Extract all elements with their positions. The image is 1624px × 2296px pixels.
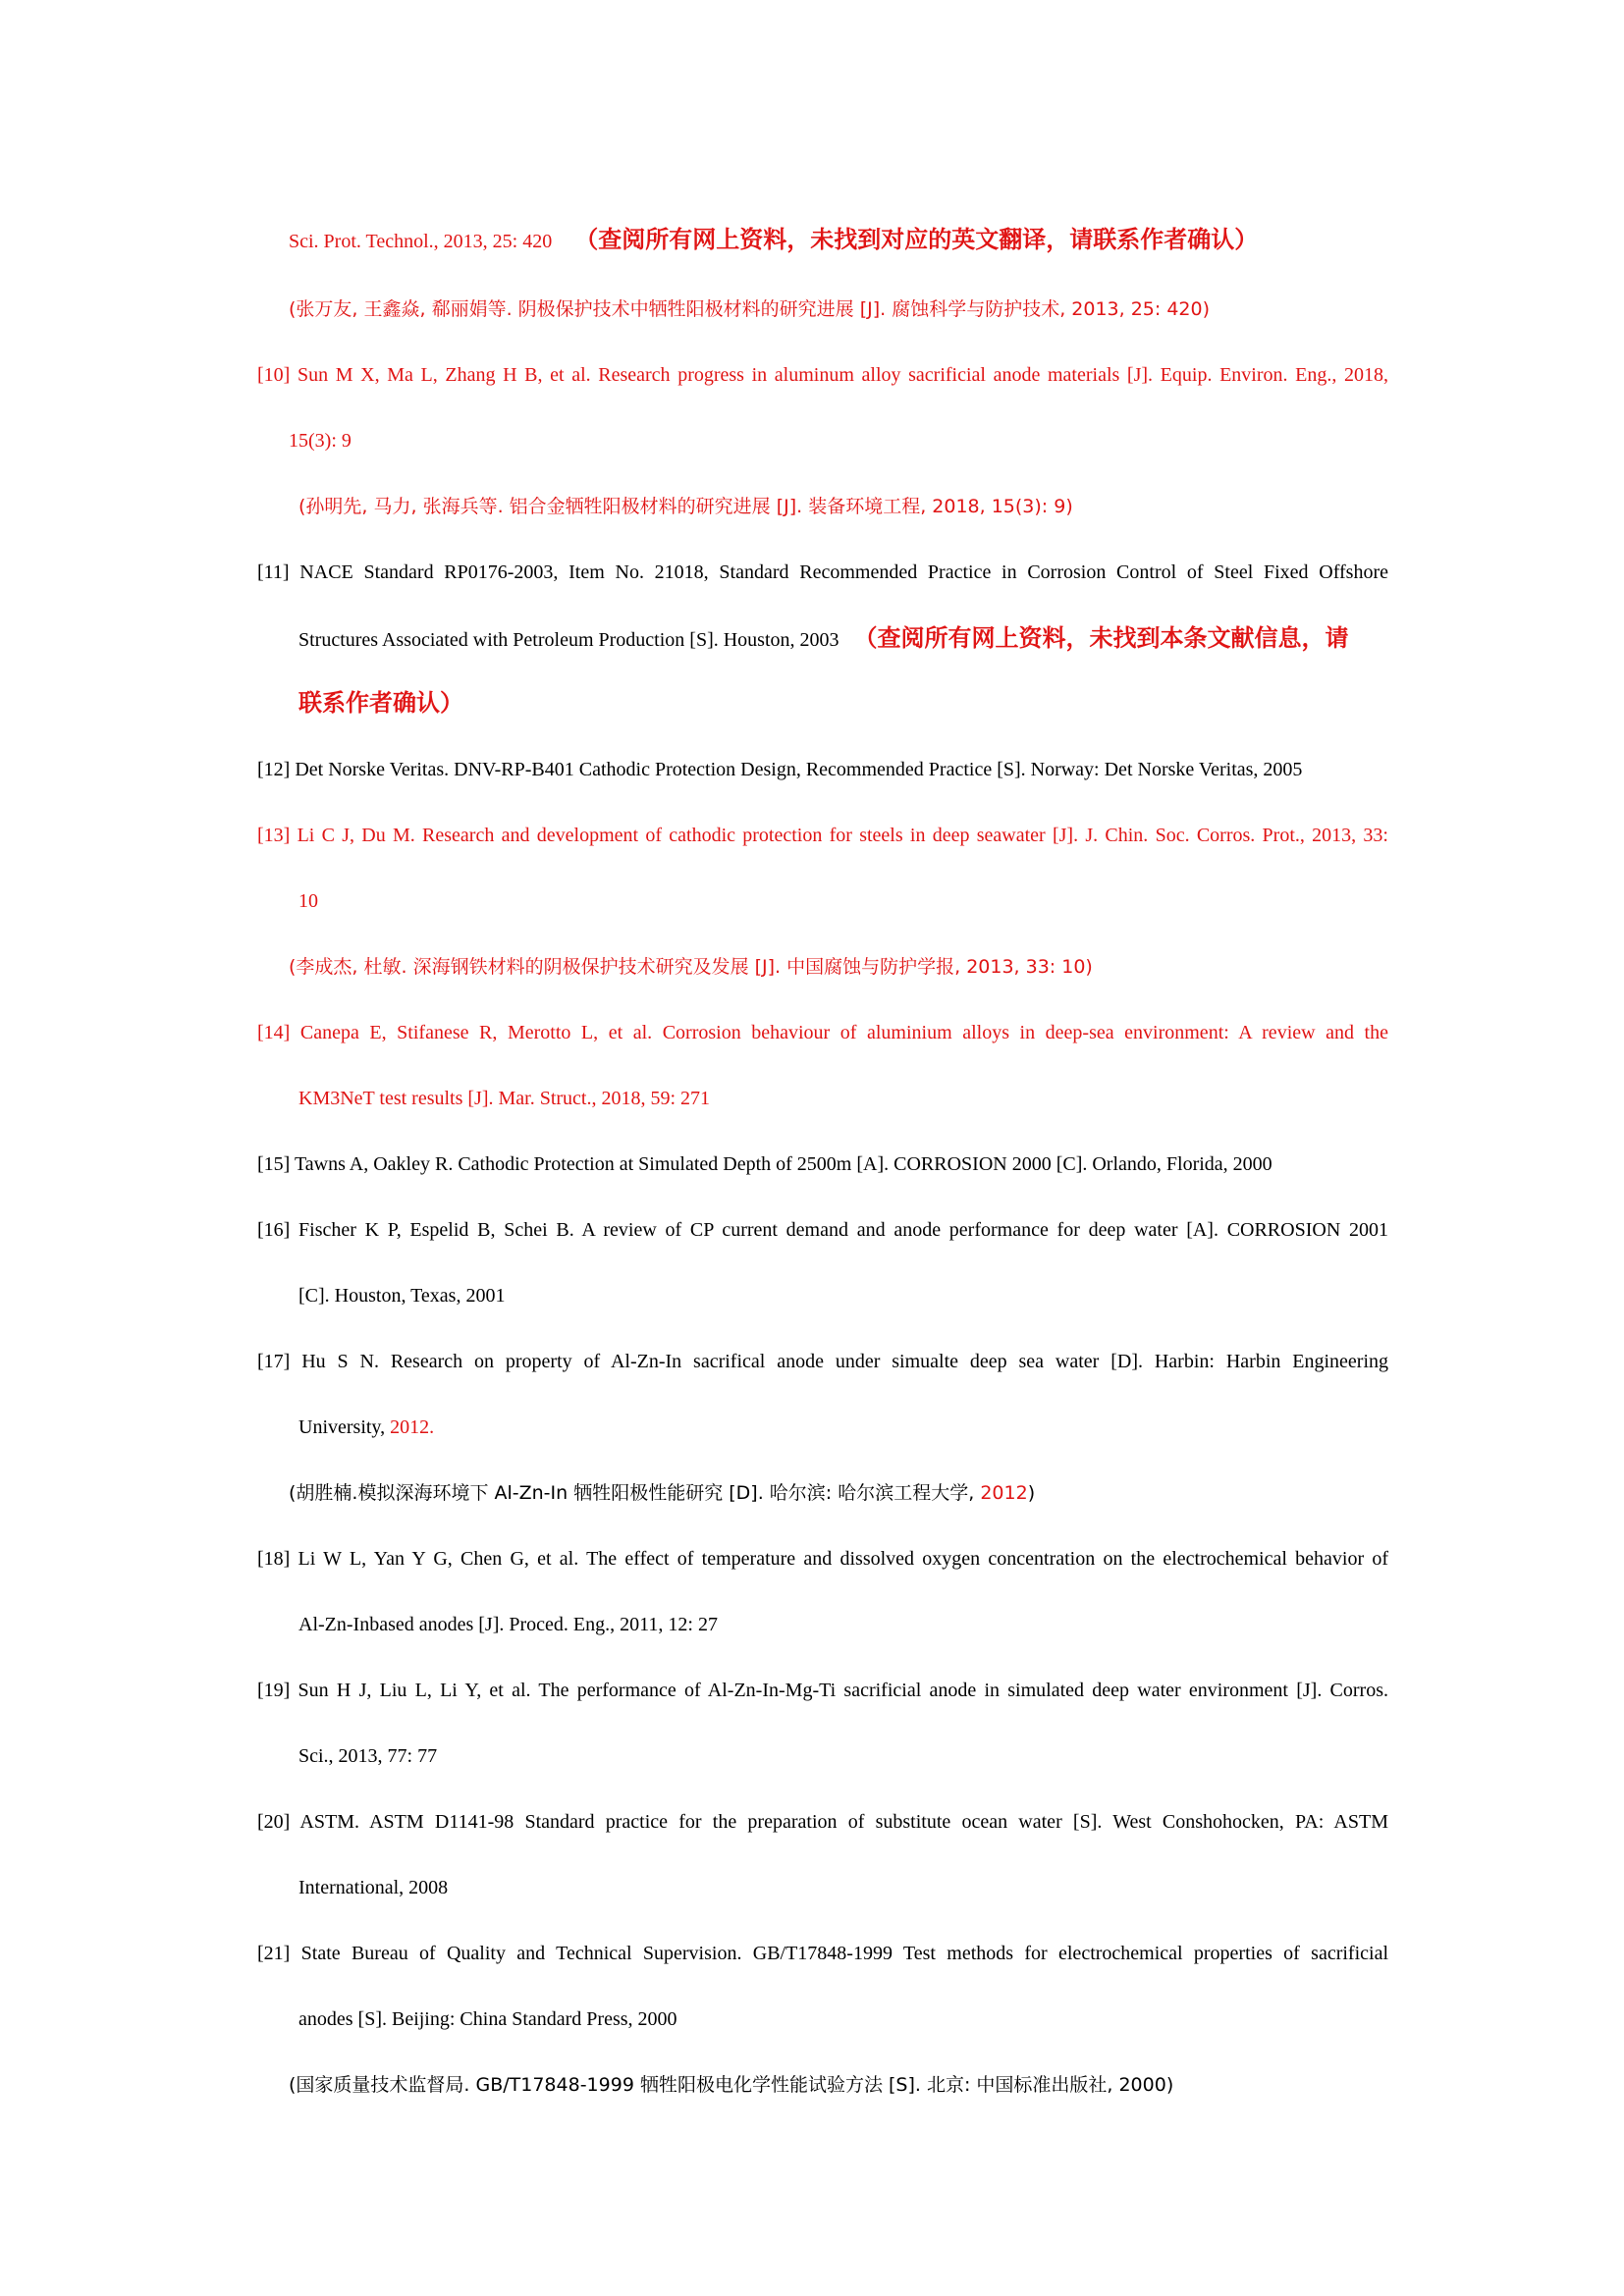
ref-17-chinese-text: (胡胜楠.模拟深海环境下 Al-Zn-In 牺牲阳极性能研究 [D]. 哈尔滨: 哈尔滨工程大学,	[289, 1482, 975, 1504]
ref-13-line-1: [13] Li C J, Du M. Research and development of cathodic protection for steels in deep seawater [J]. J. Chin. Soc. Corros. Prot., 2013, 33:	[257, 825, 1388, 846]
ref-18-line-2: Al-Zn-Inbased anodes [J]. Proced. Eng., 2011, 12: 27	[298, 1614, 718, 1635]
ref-16-line-1: [16] Fischer K P, Espelid B, Schei B. A review of CP current demand and anode performance for deep water [A]. CORROSION 2001	[257, 1219, 1388, 1241]
ref-9-chinese: (张万友, 王鑫焱, 郗丽娟等. 阴极保护技术中牺牲阳极材料的研究进展 [J]. 腐蚀科学与防护技术, 2013, 25: 420)	[289, 298, 1211, 320]
editor-note-translation: （查阅所有网上资料，未找到对应的英文翻译，请联系作者确认）	[574, 226, 1259, 253]
ref-14-line-2: KM3NeT test results [J]. Mar. Struct., 2018, 59: 271	[298, 1088, 711, 1109]
ref-19-line-1: [19] Sun H J, Liu L, Li Y, et al. The performance of Al-Zn-In-Mg-Ti sacrificial anode in simulated deep water environment [J]. Corros.	[257, 1680, 1388, 1701]
ref-20-line-1: [20] ASTM. ASTM D1141-98 Standard practice for the preparation of substitute ocean water [S]. West Conshohocken, PA: ASTM	[257, 1811, 1388, 1833]
ref-20-line-2: International, 2008	[298, 1877, 449, 1898]
editor-note-missing-ref: （查阅所有网上资料，未找到本条文献信息，请	[853, 624, 1349, 652]
ref-17-university: University,	[298, 1416, 386, 1438]
ref-19-line-2: Sci., 2013, 77: 77	[298, 1745, 438, 1767]
ref-10-line-1: [10] Sun M X, Ma L, Zhang H B, et al. Research progress in aluminum alloy sacrificial anode materials [J]. Equip. Environ. Eng., 2018,	[257, 364, 1388, 386]
ref-17-year: 2012.	[385, 1416, 435, 1438]
ref-21-line-1: [21] State Bureau of Quality and Technical Supervision. GB/T17848-1999 Test methods for electrochemical properties of sacrificial	[257, 1943, 1388, 1964]
ref-21-line-2: anodes [S]. Beijing: China Standard Press, 2000	[298, 2008, 677, 2030]
ref-10-chinese: (孙明先, 马力, 张海兵等. 铝合金牺牲阳极材料的研究进展 [J]. 装备环境工程, 2018, 15(3): 9)	[298, 496, 1073, 517]
ref-17-chinese	[289, 1479, 1035, 1507]
ref-18-line-1: [18] Li W L, Yan Y G, Chen G, et al. The effect of temperature and dissolved oxygen concentration on the electrochemical behavior of	[257, 1548, 1388, 1570]
ref-11-line-1: [11] NACE Standard RP0176-2003, Item No. 21018, Standard Recommended Practice in Corrosion Control of Steel Fixed Offshore	[257, 561, 1388, 583]
ref-9-line-1	[289, 226, 1258, 255]
editor-note-missing-ref-cont: 联系作者确认）	[298, 689, 463, 717]
ref-17-chinese-year: 2012	[974, 1482, 1028, 1504]
ref-17-line-1: [17] Hu S N. Research on property of Al-Zn-In sacrifical anode under simualte deep sea water [D]. Harbin: Harbin Engineering	[257, 1351, 1388, 1372]
ref-17-chinese-close: )	[1027, 1482, 1036, 1504]
ref-13-chinese: (李成杰, 杜敏. 深海钢铁材料的阴极保护技术研究及发展 [J]. 中国腐蚀与防护学报, 2013, 33: 10)	[289, 956, 1093, 978]
ref-15: [15] Tawns A, Oakley R. Cathodic Protection at Simulated Depth of 2500m [A]. CORROSION 2000 [C]. Orlando, Florida, 2000	[257, 1153, 1272, 1175]
ref-14-line-1: [14] Canepa E, Stifanese R, Merotto L, et al. Corrosion behaviour of aluminium alloys in deep-sea environment: A review and the	[257, 1022, 1388, 1043]
ref-16-line-2: [C]. Houston, Texas, 2001	[298, 1285, 506, 1307]
ref-11-line-2	[298, 624, 1349, 654]
ref-17-line-2	[298, 1414, 434, 1441]
ref-10-line-2: 15(3): 9	[289, 430, 352, 452]
ref-12: [12] Det Norske Veritas. DNV-RP-B401 Cathodic Protection Design, Recommended Practice [S]. Norway: Det Norske Veritas, 2005	[257, 759, 1303, 780]
ref-13-line-2: 10	[298, 890, 318, 912]
ref-11-text: Structures Associated with Petroleum Production [S]. Houston, 2003	[298, 629, 839, 651]
ref-21-chinese: (国家质量技术监督局. GB/T17848-1999 牺牲阳极电化学性能试验方法 [S]. 北京: 中国标准出版社, 2000)	[289, 2074, 1174, 2096]
ref-9-journal: Sci. Prot. Technol., 2013, 25: 420	[289, 231, 553, 252]
